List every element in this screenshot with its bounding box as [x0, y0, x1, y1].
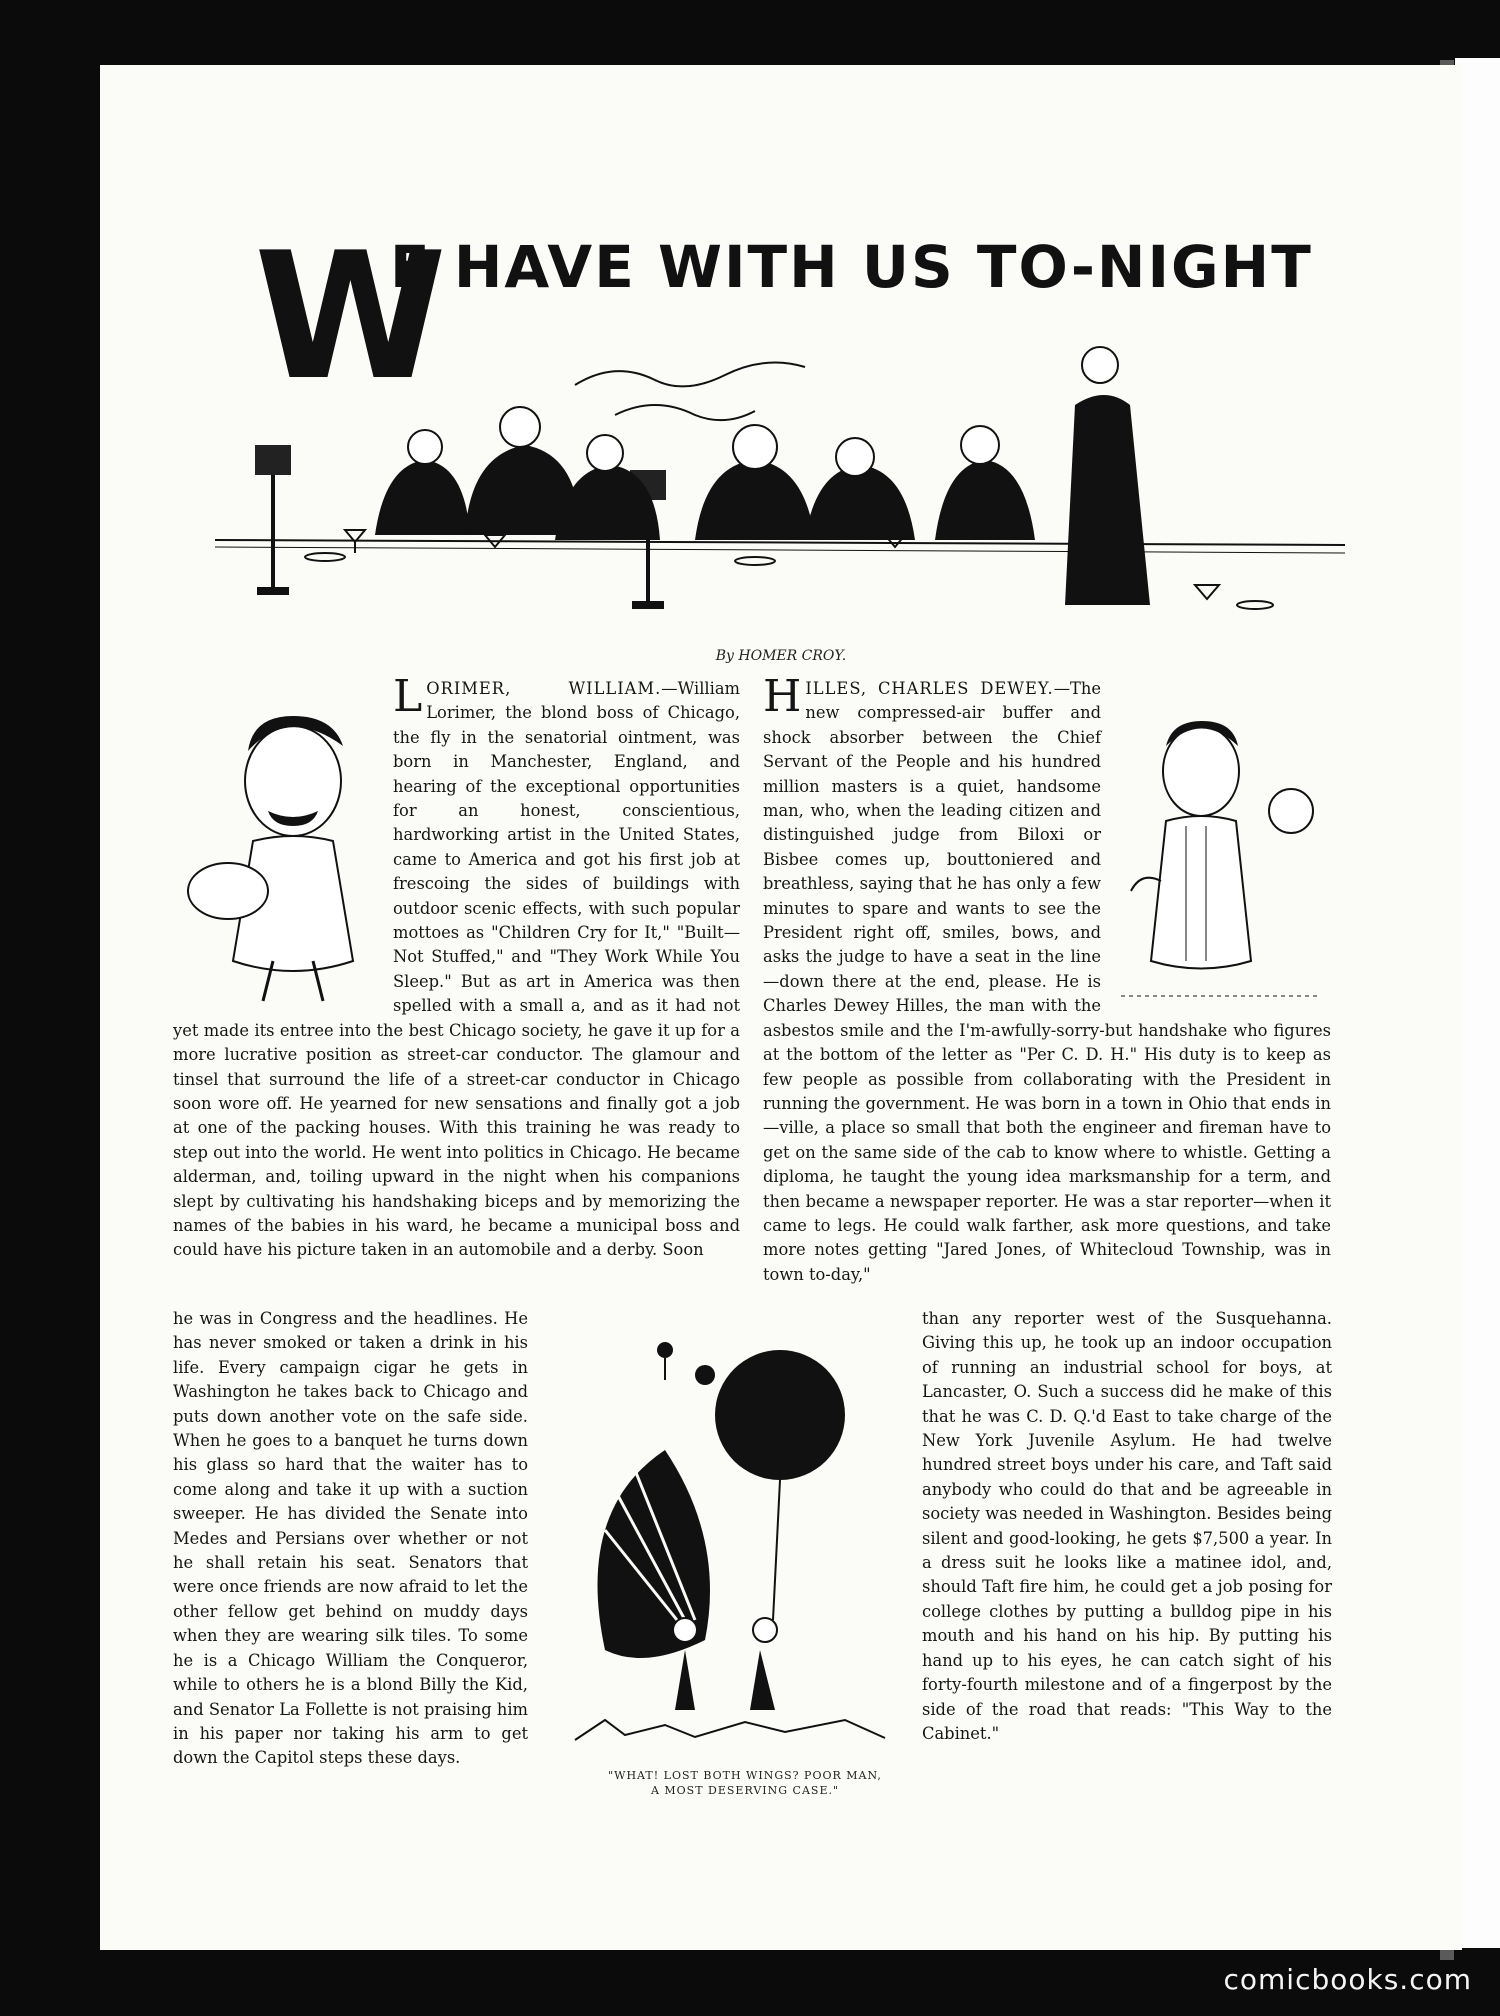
banquet-table-illustration	[195, 335, 1345, 635]
article-lorimer	[173, 671, 740, 1307]
cartoon-caption	[570, 1768, 920, 1798]
byline: By HOMER CROY.	[715, 648, 847, 664]
page	[100, 65, 1462, 1950]
hilles-text-top: —The new compressed-air buffer and shock absorber between the Chief Servant of the People and his hundred million masters is a quiet, handsome man, who, when the leading citizen and distinguished judge from Biloxi or Bisbee comes up, bouttoniered and breathless, saying that he has only a few minutes to spare and wants to see the President right off, smiles, bows, and asks the judge to have a seat in the line—down there at the end, please. He is Charles Dewey Hilles, the man with the asbestos smile and the I'm-awfully-sorry-but handshake who figures at the bottom of the letter as "Per C. D. H." His duty is to keep as few people as possible from collaborating with the President in running the government. He was born in a town in Ohio that ends in —ville, a place so small that both the engineer and fireman have to get on the same side of the cab to know where to whistle. Getting a diploma, he taught the young idea marksmanship for a term, and then became a newspaper reporter. He was a star reporter—when it came to legs. He could walk farther, ask more questions, and take more notes getting "Jared Jones, of Whitecloud Township, was in town to-day,"	[763, 679, 1331, 1284]
dropcap-h: H	[763, 671, 802, 722]
article-lorimer-continued	[173, 1307, 528, 1771]
hilles-text-bottom: than any reporter west of the Susquehanna. Giving this up, he took up an indoor occupation of running an industrial school for boys, at Lancaster, O. Such a success did he make of this that he was C. D. Q.'d East to take charge of the New York Juvenile Asylum. He had twelve hundred street boys under his care, and Taft said anybody who could do that and be agreeable in society was needed in Washington. Besides being silent and good-looking, he gets $7,500 a year. In a dress suit he looks like a matinee idol, and, should Taft fire him, he could get a job posing for college clothes by putting a bulldog pipe in his mouth and his hand on his hip. By putting his hand up to his eyes, he can catch sight of his forty-fourth milestone and of a fingerpost by the side of the road that reads: "This Way to the Cabinet."	[922, 1309, 1332, 1743]
caption-line-2: A MOST DESERVING CASE."	[650, 1784, 840, 1797]
balloon-wings-cartoon	[555, 1330, 925, 1760]
hilles-heading: ILLES, CHARLES DEWEY.	[805, 679, 1054, 698]
lorimer-heading: ORIMER, WILLIAM.	[426, 679, 662, 698]
article-hilles	[763, 671, 1331, 1307]
lorimer-text-bottom: he was in Congress and the headlines. He has never smoked or taken a drink in his life. Every campaign cigar he gets in Washington he takes back to Chicago and puts down another vote on the safe side. When he goes to a banquet he turns down his glass so hard that the waiter has to come along and take it up with a suction sweeper. He has divided the Senate into Medes and Persians over whether or not he shall retain his seat. Senators that were once friends are now afraid to let the other fellow get behind on muddy days when they are wearing silk tiles. To some he is a Chicago William the Conqueror, while to others he is a blond Billy the Kid, and Senator La Follette is not praising him in his paper nor taking his arm to get down the Capitol steps these days.	[173, 1309, 528, 1768]
title-rest: E HAVE WITH US TO-NIGHT	[390, 233, 1313, 301]
hilles-caricature	[1111, 711, 1331, 1011]
lorimer-text-top: —William Lorimer, the blond boss of Chicago, the fly in the senatorial ointment, was born in Manchester, England, and hearing of the exceptional opportunities for an honest, conscientious, hardworking artist in the United States, came to America and got his first job at frescoing the sides of buildings with outdoor scenic effects, with such popular mottoes as "Children Cry for It," "Built—Not Stuffed," and "They Work While You Sleep." But as art in America was then spelled with a small a, and as it had not yet made its entree into the best Chicago society, he gave it up for a more lucrative position as street-car conductor. The glamour and tinsel that surround the life of a street-car conductor in Chicago soon wore off. He yearned for new sensations and finally got a job at one of the packing houses. With this training he was ready to step out into the world. He went into politics in Chicago. He became alderman, and, toiling upward in the night when his companions slept by cultivating his handshaking biceps and by memorizing the names of the babies in his ward, he became a municipal boss and could have his picture taken in an automobile and a derby. Soon	[173, 679, 740, 1260]
article-hilles-continued	[922, 1307, 1332, 1746]
lorimer-caricature	[173, 711, 383, 1011]
site-watermark: comicbooks.com	[1223, 1963, 1472, 1996]
title-initial: W	[254, 216, 450, 419]
dropcap-l: L	[393, 671, 423, 722]
caption-line-1: "WHAT! LOST BOTH WINGS? POOR MAN,	[608, 1769, 882, 1782]
